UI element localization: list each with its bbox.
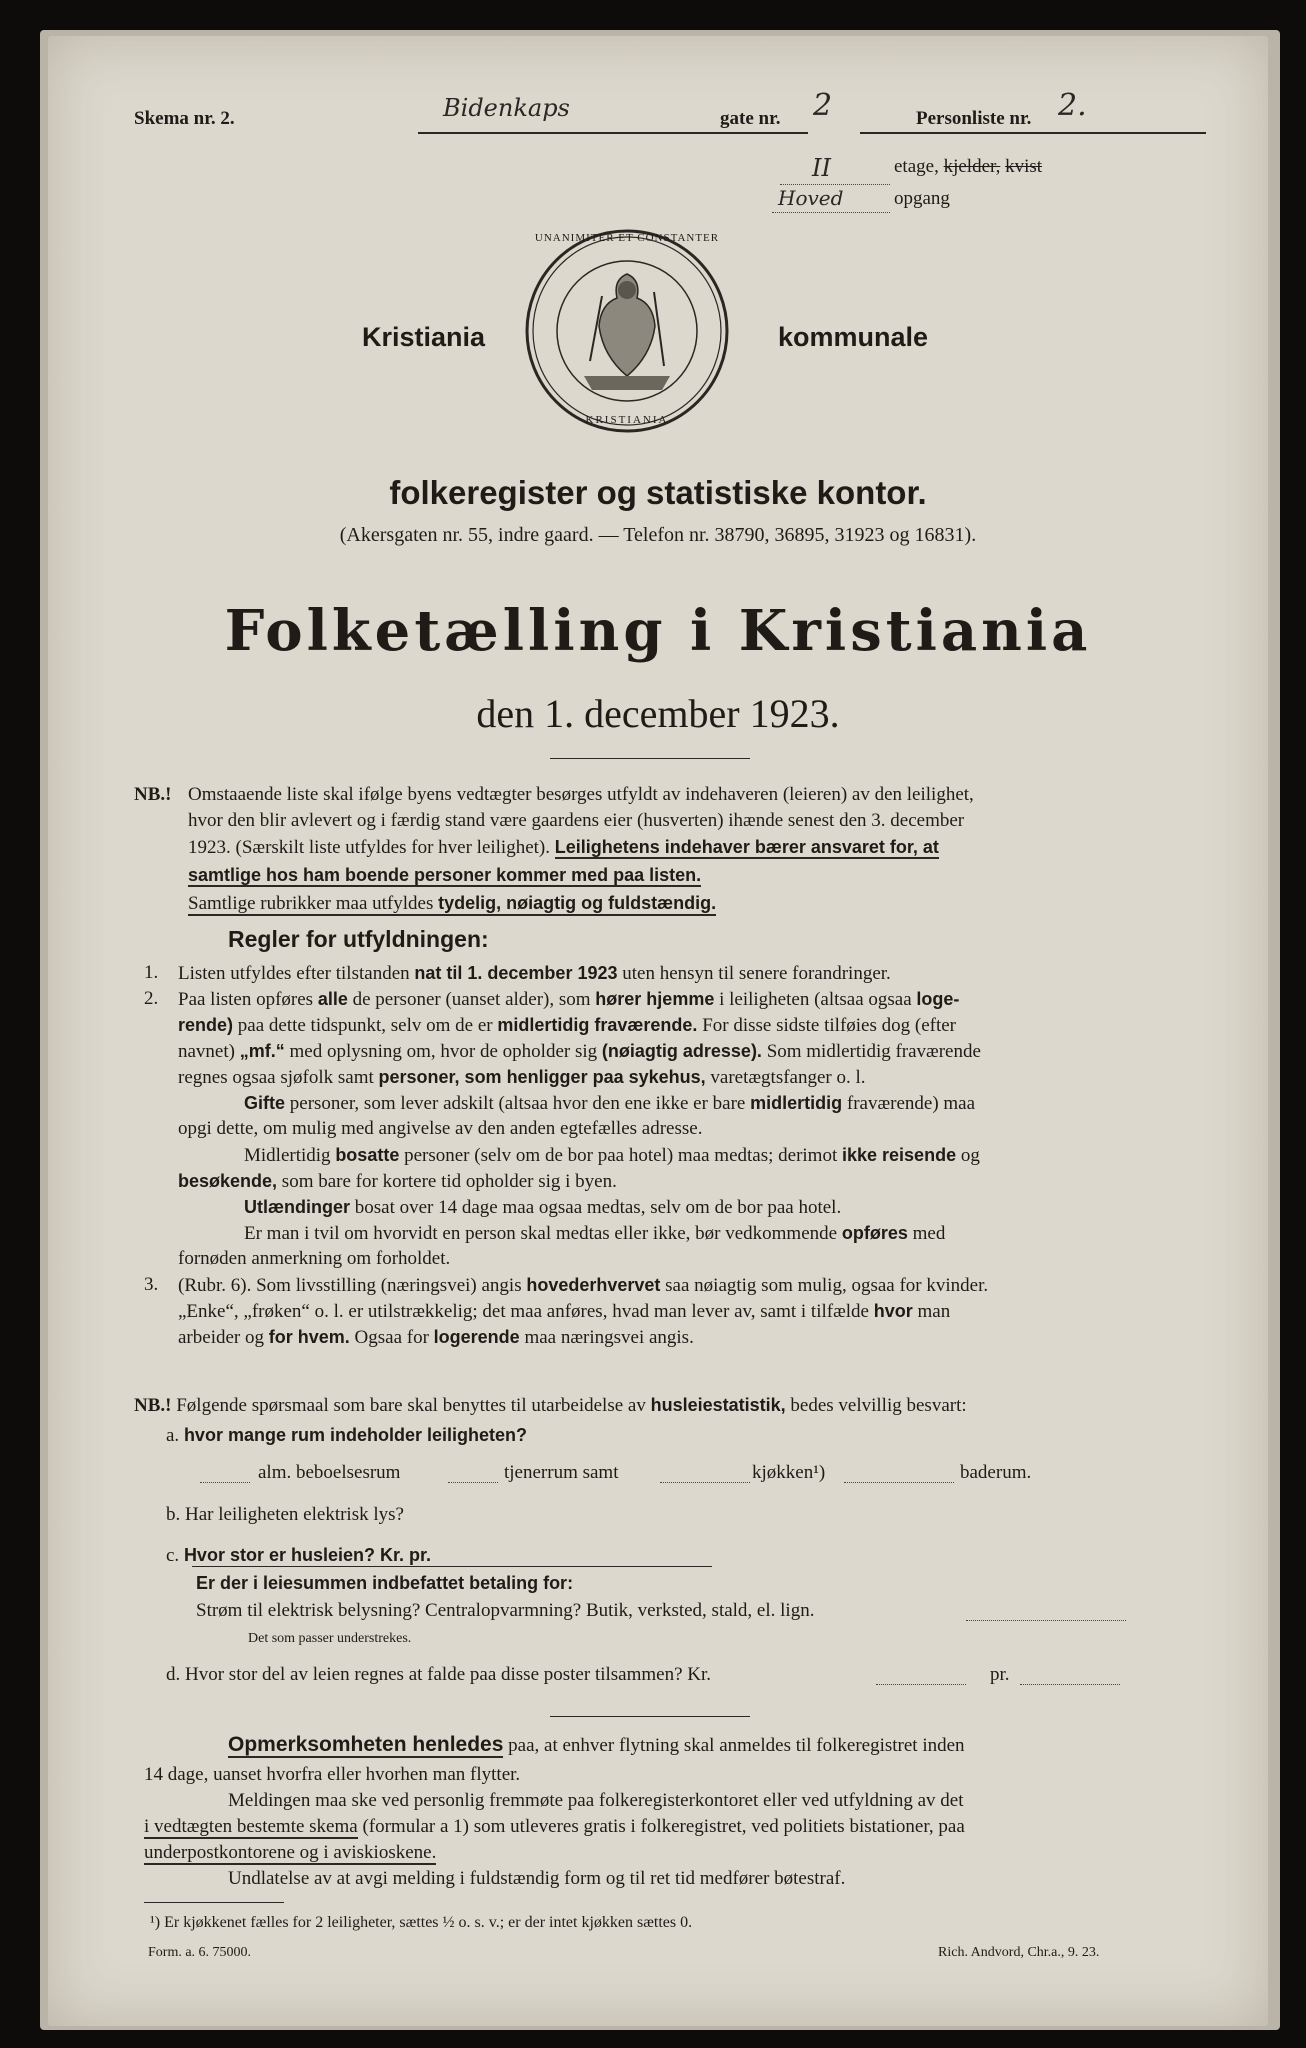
rules-heading: Regler for utfyldningen: [228,926,489,952]
attention-line-6: Undlatelse av at avgi melding i fuldstændig form og til ret tid medfører bøtestraf. [228,1868,846,1889]
rule-2-line-7: Midlertidig bosatte personer (selv om de bor paa hotel) maa medtas; derimot ikke reisende og [244,1145,980,1166]
nb-label-1: NB.! [134,784,172,805]
gate-number: 2 [813,88,833,123]
seal-city: KRISTIANIA [585,414,669,426]
included-options: Strøm til elektrisk belysning? Centralopvarmning? Butik, verksted, stald, el. lign. [196,1600,815,1621]
rule-3-line-1: (Rubr. 6). Som livsstilling (næringsvei) angis hovederhvervet saa nøiagtig som mulig, ogsaa for kvinder. [178,1275,989,1296]
rule-2-line-4: regnes ogsaa sjøfolk samt personer, som henligger paa sykehus, varetægtsfanger o. l. [178,1067,866,1088]
schema-label: Skema nr. 2. [134,108,235,129]
kristiania-left: Kristiania [362,322,486,352]
rule-1: Listen utfyldes efter tilstanden nat til 1. december 1923 uten hensyn til senere forandringer. [178,963,891,984]
office-title: folkeregister og statistiske kontor. [389,474,927,511]
attention-line-5: underpostkontorene og i aviskioskene. [144,1842,437,1863]
nb1-line-2: hvor den blir avlevert og i færdig stand være gaardens eier (husverten) ihænde senest den 3. december [188,810,965,831]
question-d: d. Hvor stor del av leien regnes at falde paa disse poster tilsammen? Kr. [166,1664,712,1685]
rule-2-line-9: Utlændinger bosat over 14 dage maa ogsaa medtas, selv om de bor paa hotel. [244,1197,842,1218]
footnote: ¹) Er kjøkkenet fælles for 2 leiligheter, sættes ½ o. s. v.; er der intet kjøkken sættes 0. [150,1914,693,1931]
city-seal-emblem [522,226,732,436]
question-c: c. Hvor stor er husleien? Kr. pr. [166,1545,432,1566]
rule-3-line-3: arbeider og for hvem. Ogsaa for logerende maa næringsvei angis. [178,1327,694,1348]
attention-line-1: Opmerksomheten henledes paa, at enhver flytning skal anmeldes til folkeregistret inden [228,1733,965,1756]
rule-2-line-1: Paa listen opføres alle de personer (uanset alder), som hører hjemme i leiligheten (altsaa ogsaa loge- [178,989,960,1010]
included-question: Er der i leiesummen indbefattet betaling for: [196,1573,574,1593]
rule-2-line-8: besøkende, som bare for kortere tid opholder sig i byen. [178,1171,617,1192]
personliste-label: Personliste nr. [916,108,1032,129]
floor-label: etage, kjelder, kvist [894,156,1043,177]
question-b: b. Har leiligheten elektrisk lys? [166,1504,404,1525]
nb1-line-3: 1923. (Særskilt liste utfyldes for hver leilighet). Leilighetens indehaver bærer ansvaret for, at [188,837,939,858]
rule-2-line-11: fornøden anmerkning om forholdet. [178,1248,451,1269]
office-address: (Akersgaten nr. 55, indre gaard. — Telefon nr. 38790, 36895, 31923 og 16831). [339,524,977,546]
attention-line-4: i vedtægten bestemte skema (formular a 1) som utleveres gratis i folkeregistret, ved politiets bistationer, paa [144,1816,965,1837]
entrance-handwritten: Hoved [778,186,844,210]
rule-2-line-10: Er man i tvil om hvorvidt en person skal medtas eller ikke, bør vedkommende opføres med [244,1223,946,1244]
rule-2-line-3: navnet) „mf.“ med oplysning om, hvor de opholder sig (nøiagtig adresse). Som midlertidig fraværende [178,1041,981,1062]
entrance-label: opgang [894,188,950,209]
attention-line-2: 14 dage, uanset hvorfra eller hvorhen man flytter. [144,1764,521,1785]
rule-2-line-2: rende) paa dette tidspunkt, selv om de er midlertidig fraværende. For disse sidste tilføies dog (efter [178,1015,957,1036]
question-a: a. hvor mange rum indeholder leiligheten? [166,1425,527,1446]
rule-2-line-6: opgi dette, om mulig med angivelse av den anden egtefælles adresse. [178,1118,703,1139]
gate-label: gate nr. [720,108,781,129]
rule-3-line-2: „Enke“, „frøken“ o. l. er utilstrækkelig; det maa anføres, hvad man lever av, samt i tilfælde hvor man [178,1301,951,1322]
servant-rooms-label: tjenerrum samt [504,1462,619,1483]
rule-2-line-5: Gifte personer, som lever adskilt (altsaa hvor den ene ikke er bare midlertidig fraværende) maa [244,1093,976,1114]
attention-line-3: Meldingen maa ske ved personlig fremmøte paa folkeregisterkontoret eller ved utfyldning av det [228,1790,964,1811]
kitchen-label: kjøkken¹) [752,1462,826,1483]
form-number: Form. a. 6. 75000. [148,1945,252,1960]
nb1-line-5: Samtlige rubrikker maa utfyldes tydelig, nøiagtig og fuldstændig. [188,893,717,914]
bath-label: baderum. [960,1462,1032,1483]
nb1-line-4: samtlige hos ham boende personer kommer med paa listen. [188,865,702,885]
printer-credit: Rich. Andvord, Chr.a., 9. 23. [938,1945,1100,1960]
census-title: Folketælling i Kristiania [224,598,1092,664]
seal-inscription: UNANIMITER ET CONSTANTER [534,232,720,244]
census-date: den 1. december 1923. [476,691,840,736]
pr-label-d: pr. [990,1664,1010,1685]
nb1-line-1: Omstaaende liste skal ifølge byens vedtægter besørges utfyldt av indehaveren (leieren) av den leilighet, [188,784,974,805]
census-form-page: Skema nr. 2. Bidenkaps gate nr. 2 Personliste nr. 2. II etage, kjelder, kvist Hoved opgang UNANIMITER ET CONSTANTER KRISTIANIA Kristiania kommunale folkeregister og statistiske kontor. (Akersgaten nr. 55, indre gaard. — Telefon nr. 38790, 36895, 31923 og 16831). Folketælling i Kristiania den 1. december 1923. NB.! Omstaaende liste skal ifølge byens vedtægter besørges utfyldt av indehaveren (leieren) av den leilighet, hvor den blir avlevert og i færdig stand være gaardens eier (husverten) ihænde senest den 3. december 1923. (Særskilt liste utfyldes for hver leilighet). Leilighetens indehaver bærer ansvaret for, at samtlige hos ham boende personer kommer med paa listen. Samtlige rubrikker maa utfyldes tydelig, nøiagtig og fuldstændig. Regler for utfyldningen: 1. Listen utfyldes efter tilstanden nat til 1. december 1923 uten hensyn til senere forandringer. 2. Paa listen opføres alle de personer (uanset alder), som hører hjemme i leiligheten (altsaa ogsaa loge- rende) paa dette tidspunkt, selv om de er midlertidig fraværende. For disse sidste tilføies dog (efter navnet) „mf.“ med oplysning om, hvor de opholder sig (nøiagtig adresse). Som midlertidig fraværende regnes ogsaa sjøfolk samt personer, som henligger paa sykehus, varetægtsfanger o. l. Gifte personer, som lever adskilt (altsaa hvor den ene ikke er bare midlertidig fraværende) maa opgi dette, om mulig med angivelse av den anden egtefælles adresse. Midlertidig bosatte personer (selv om de bor paa hotel) maa medtas; derimot ikke reisende og besøkende, som bare for kortere tid opholder sig i byen. Utlændinger bosat over 14 dage maa ogsaa medtas, selv om de bor paa hotel. Er man i tvil om hvorvidt en person skal medtas eller ikke, bør vedkommende opføres med fornøden anmerkning om forholdet. 3. (Rubr. 6). Som livsstilling (næringsvei) angis hovederhvervet saa nøiagtig som mulig, ogsaa for kvinder. „Enke“, „frøken“ o. l. er utilstrækkelig; det maa anføres, hvad man lever av, samt i tilfælde hvor man arbeider og for hvem. Ogsaa for logerende maa næringsvei angis. NB.! Følgende spørsmaal som bare skal benyttes til utarbeidelse av husleiestatistik, bedes velvillig besvart: a. hvor mange rum indeholder leiligheten? alm. beboelsesrum tjenerrum samt kjøkken¹) baderum. b. Har leiligheten elektrisk lys? c. Hvor stor er husleien? Kr. pr. Er der i leiesummen indbefattet betaling for: Strøm til elektrisk belysning? Centralopvarmning? Butik, verksted, stald, el. lign. Det som passer understrekes. d. Hvor stor del av leien regnes at falde paa disse poster tilsammen? Kr. pr. Opmerksomheten henledes paa, at enhver flytning skal anmeldes til folkeregistret inden 14 dage, uanset hvorfra eller hvorhen man flytter. Meldingen maa ske ved personlig fremmøte paa folkeregisterkontoret eller ved utfyldning av det i vedtægten bestemte skema (formular a 1) som utleveres gratis i folkeregistret, ved politiets bistationer, paa underpostkontorene og i aviskioskene. Undlatelse av at avgi melding i fuldstændig form og til ret tid medfører bøtestraf. ¹) Er kjøkkenet fælles for 2 leiligheter, sættes ½ o. s. v.; er der intet kjøkken sættes 0. Form. a. 6. 75000. Rich. Andvord, Chr.a., 9. 23. [48,36,1268,2026]
street-handwritten: Bidenkaps [443,94,570,122]
underline-instruction: Det som passer understrekes. [248,1631,412,1646]
kommunale-right: kommunale [778,322,929,352]
rooms-label: alm. beboelsesrum [258,1462,401,1483]
personliste-number: 2. [1058,88,1087,123]
nb2-intro: NB.! Følgende spørsmaal som bare skal benyttes til utarbeidelse av husleiestatistik, bedes velvillig besvart: [134,1395,967,1416]
floor-handwritten: II [812,154,831,182]
